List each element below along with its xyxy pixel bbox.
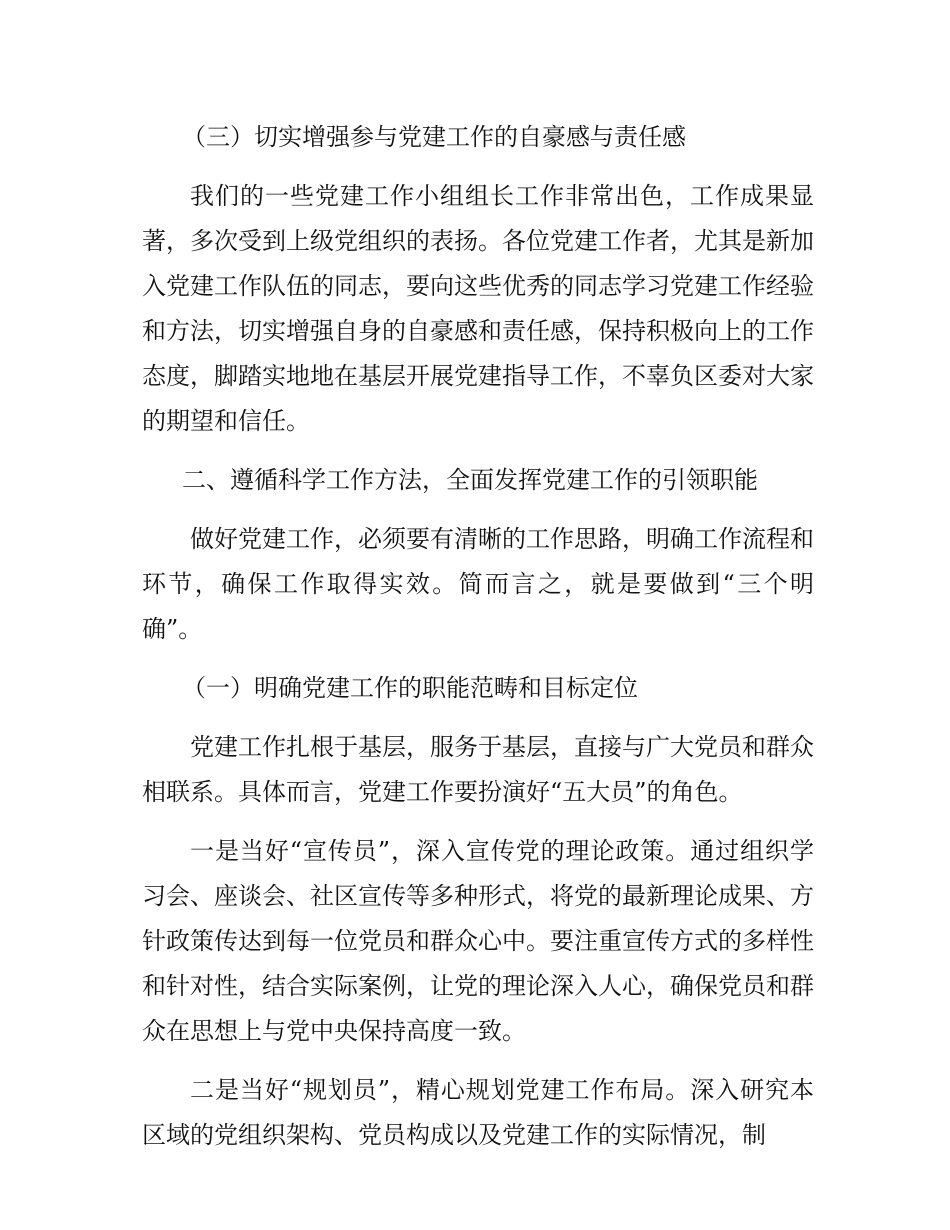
- paragraph-five-roles: 党建工作扎根于基层，服务于基层，直接与广大党员和群众相联系。具体而言，党建工作要扮演好“五大员”的角色。: [142, 733, 814, 806]
- paragraph-planner: 二是当好“规划员”，精心规划党建工作布局。深入研究本区域的党组织架构、党员构成以及党建工作的实际情况，制: [142, 1076, 814, 1149]
- paragraph-propagandist: 一是当好“宣传员”，深入宣传党的理论政策。通过组织学习会、座谈会、社区宣传等多种形式，将党的最新理论成果、方针政策传达到每一位党员和群众心中。要注重宣传方式的多样性和针对性，结合实际案例，让党的理论深入人心，确保党员和群众在思想上与党中央保持高度一致。: [142, 837, 814, 1045]
- section-heading-scientific-methods: 二、遵循科学工作方法，全面发挥党建工作的引领职能: [182, 466, 758, 494]
- sub-heading-clarify-functions: （一）明确党建工作的职能范畴和目标定位: [182, 674, 638, 702]
- document-body: [142, 115, 814, 1172]
- sub-heading-strengthen-pride: （三）切实增强参与党建工作的自豪感与责任感: [182, 123, 686, 151]
- paragraph-team-leaders: 我们的一些党建工作小组组长工作非常出色，工作成果显著，多次受到上级党组织的表扬。各位党建工作者，尤其是新加入党建工作队伍的同志，要向这些优秀的同志学习党建工作经验和方法，切实增强自身的自豪感和责任感，保持积极向上的工作态度，脚踏实地地在基层开展党建指导工作，不辜负区委对大家的期望和信任。: [142, 182, 814, 435]
- paragraph-three-clarities: 做好党建工作，必须要有清晰的工作思路，明确工作流程和环节，确保工作取得实效。简而言之，就是要做到“三个明确”。: [142, 525, 814, 643]
